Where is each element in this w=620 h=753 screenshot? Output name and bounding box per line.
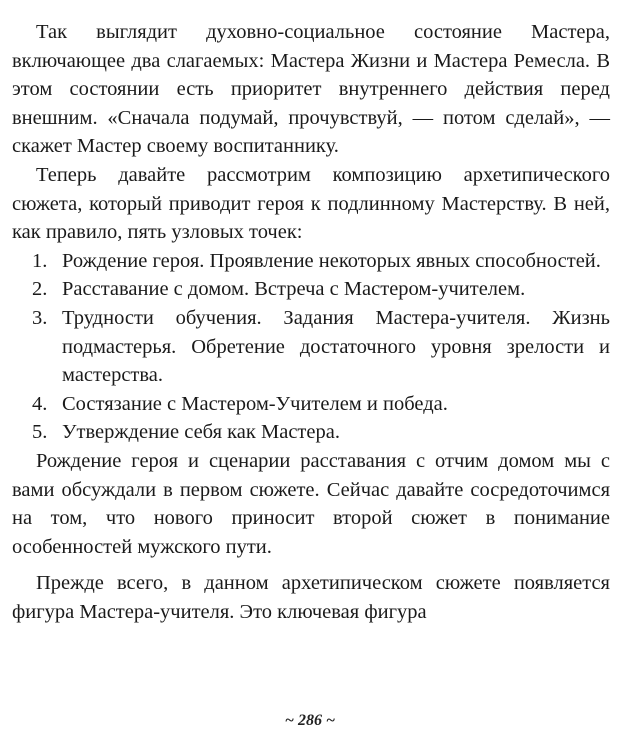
- list-item-text: Рождение героя. Проявление некоторых явных способностей.: [62, 249, 601, 272]
- paragraph-plot-composition: Теперь давайте рассмотрим композицию архетипического сюжета, который приводит героя к подлинному Мастерству. В ней, как правило, пять узловых точек:: [12, 163, 610, 244]
- list-item: [12, 390, 610, 419]
- list-item-number: 5.: [32, 421, 48, 444]
- list-item-text: Состязание с Мастером-Учителем и победа.: [62, 392, 448, 415]
- list-item-number: 4.: [32, 392, 48, 415]
- list-item-text: Расставание с домом. Встреча с Мастером-учителем.: [62, 278, 526, 301]
- list-item-text: Утверждение себя как Мастера.: [62, 421, 340, 444]
- paragraph-master-state: Так выглядит духовно-социальное состояние Мастера, включающее два слагаемых: Мастера Жизни и Мастера Ремесла. В этом состоянии есть приоритет внутреннего действия перед внешним. «Сначала подумай, прочувствуй, — потом сделай», — скажет Мастер своему воспитаннику.: [12, 21, 610, 158]
- page-number: ~ 286 ~: [284, 712, 336, 729]
- list-item: [12, 247, 610, 276]
- list-item: [12, 304, 610, 390]
- paragraph-discussion: Рождение героя и сценарии расставания с отчим домом мы с вами обсуждали в первом сюжете. Сейчас давайте сосредоточимся на том, что нового приносит второй сюжет в понимание особенностей мужского пути.: [12, 449, 610, 558]
- list-item-number: 2.: [32, 278, 48, 301]
- list-item-number: 3.: [32, 306, 48, 329]
- list-item-number: 1.: [32, 249, 48, 272]
- list-item: [12, 275, 610, 304]
- list-item-text: Трудности обучения. Задания Мастера-учителя. Жизнь подмастерья. Обретение достаточного уровня зрелости и мастерства.: [62, 306, 610, 387]
- list-item: [12, 418, 610, 447]
- paragraph-master-teacher: Прежде всего, в данном архетипическом сюжете появляется фигура Мастера-учителя. Это ключевая фигура: [12, 572, 610, 623]
- plot-points-list: [12, 247, 610, 447]
